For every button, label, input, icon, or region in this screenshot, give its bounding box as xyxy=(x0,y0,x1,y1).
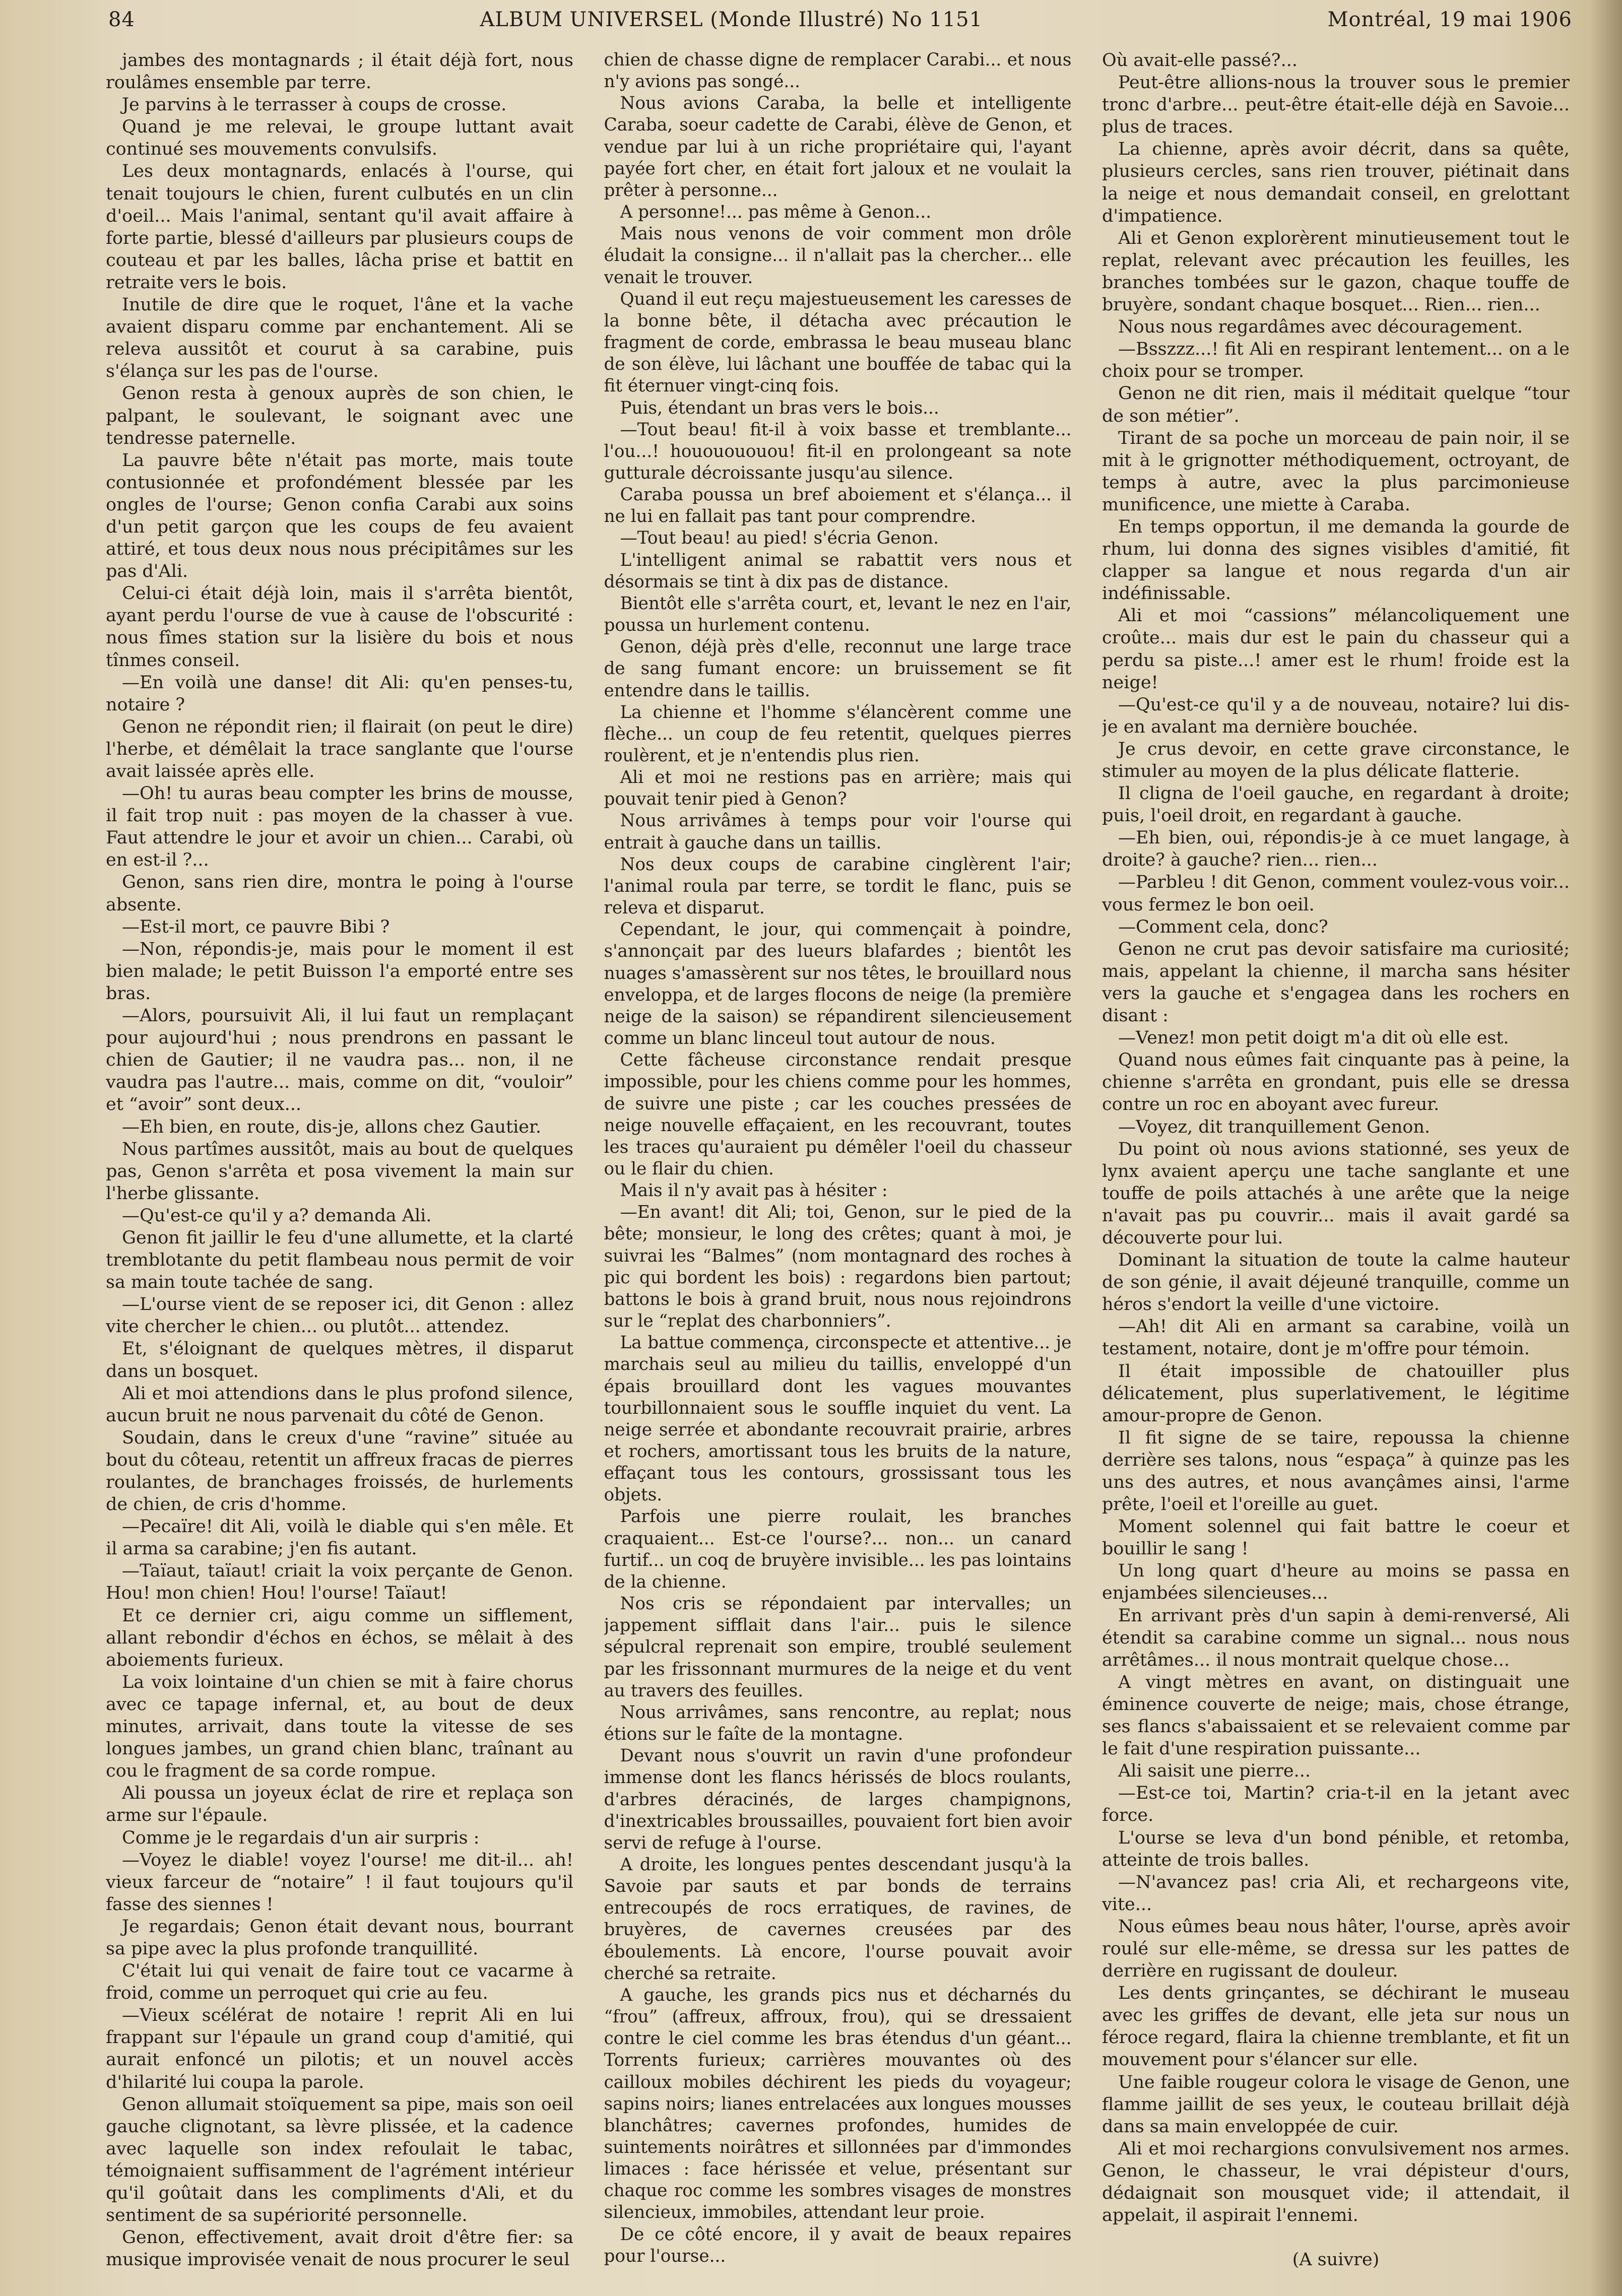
paragraph: Genon, sans rien dire, montra le poing à l'ourse absente. xyxy=(106,872,573,915)
paragraph: Nous eûmes beau nous hâter, l'ourse, après avoir roulé sur elle-même, se dressa sur les pattes de derrière en rugissant de douleur. xyxy=(1102,1916,1570,1982)
paragraph: Genon ne crut pas devoir satisfaire ma curiosité; mais, appelant la chienne, il marcha sans hésiter vers la gauche et s'engagea dans les rochers en disant : xyxy=(1102,939,1570,1026)
paragraph: Mais nous venons de voir comment mon drôle éludait la consigne... il n'allait pas la chercher... elle venait le trouver. xyxy=(604,224,1072,288)
paragraph: Ali saisit une pierre... xyxy=(1118,1761,1311,1782)
paragraph: Moment solennel qui fait battre le coeur et bouillir le sang ! xyxy=(1102,1517,1570,1559)
paragraph: —Parbleu ! dit Genon, comment voulez-vous voir... vous fermez le bon oeil. xyxy=(1102,872,1570,915)
paragraph: A droite, les longues pentes descendant jusqu'à la Savoie par sauts et par bonds de terrains entrecoupés de rocs erratiques, de ravines, de bruyères, de cavernes creusées par des éboulements. Là encore, l'ourse pouvait avoir cherché sa retraite. xyxy=(604,1854,1072,1984)
paragraph: C'était lui qui venait de faire tout ce vacarme à froid, comme un perroquet qui crie au feu. xyxy=(106,1961,573,2004)
paragraph: Dominant la situation de toute la calme hauteur de son génie, il avait déjeuné tranquille, comme un héros s'endort la veille d'une victoire. xyxy=(1102,1250,1570,1315)
paragraph: —Vieux scélérat de notaire ! reprit Ali en lui frappant sur l'épaule un grand coup d'amitié, qui aurait enfoncé un pilotis; et un nouvel accès d'hilarité lui coupa la parole. xyxy=(106,2005,573,2092)
paragraph: Je regardais; Genon était devant nous, bourrant sa pipe avec la plus profonde tranquillité. xyxy=(106,1916,573,1959)
paragraph: chien de chasse digne de remplacer Carabi... et nous n'y avions pas songé... xyxy=(604,50,1072,92)
paragraph: Caraba poussa un bref aboiement et s'élança... il ne lui en fallait pas tant pour comprendre. xyxy=(604,485,1072,527)
paragraph: —Alors, poursuivit Ali, il lui faut un remplaçant pour aujourd'hui ; nous prendrons en passant le chien de Gautier; il ne vaudra pas... non, il ne vaudra pas l'autre... mais, comme on dit, “vouloir” et “avoir” sont deux... xyxy=(106,1006,573,1115)
paragraph: Et ce dernier cri, aigu comme un sifflement, allant rebondir d'échos en échos, se mêlait à des aboiements furieux. xyxy=(106,1605,573,1670)
paragraph: Genon allumait stoïquement sa pipe, mais son oeil gauche clignotant, sa lèvre plissée, et la cadence avec laquelle son index refoulait le tabac, témoignaient suffisamment de l'agrément intérieur qu'il goûtait dans les compliments d'Ali, et du sentiment de sa supériorité personnelle. xyxy=(106,2094,573,2226)
paragraph: L'intelligent animal se rabattit vers nous et désormais se tint à dix pas de distance. xyxy=(604,550,1072,592)
paragraph: Nous partîmes aussitôt, mais au bout de quelques pas, Genon s'arrêta et posa vivement la main sur l'herbe glissante. xyxy=(106,1139,573,1204)
paragraph: Comme je le regardais d'un air surpris : xyxy=(122,1827,480,1848)
paragraph: En arrivant près d'un sapin à demi-renversé, Ali étendit sa carabine comme un signal... nous nous arrêtâmes... il nous montrait quelque chose... xyxy=(1102,1605,1570,1670)
paragraph: —Comment cela, donc? xyxy=(1118,916,1328,937)
paragraph: —Bsszzz...! fit Ali en respirant lentement... on a le choix pour se tromper. xyxy=(1102,339,1570,382)
paragraph: Inutile de dire que le roquet, l'âne et la vache avaient disparu comme par enchantement. Ali se releva aussitôt et courut à sa carabine, puis s'élança sur les pas de l'ourse. xyxy=(106,295,573,382)
paragraph: Genon ne dit rien, mais il méditait quelque “tour de son métier”. xyxy=(1102,383,1570,426)
paragraph: Genon, effectivement, avait droit d'être fier: sa musique improvisée venait de nous procurer le seul xyxy=(106,2227,573,2270)
paragraph: Ali et moi ne restions pas en arrière; mais qui pouvait tenir pied à Genon? xyxy=(604,767,1072,810)
paragraph: —Est-il mort, ce pauvre Bibi ? xyxy=(122,916,390,937)
paragraph: Quand je me relevai, le groupe luttant avait continué ses mouvements convulsifs. xyxy=(106,117,573,160)
paragraph: Peut-être allions-nous la trouver sous le premier tronc d'arbre... peut-être était-elle déjà en Savoie... plus de traces. xyxy=(1102,73,1570,138)
paragraph: Les deux montagnards, enlacés à l'ourse, qui tenait toujours le chien, furent culbutés en un clin d'oeil... Mais l'animal, sentant qu'il avait affaire à forte partie, blessé d'ailleurs par plusieurs coups de couteau et par les balles, lâcha prise et battit en retraite vers le bois. xyxy=(106,161,573,293)
paragraph: —Voyez, dit tranquillement Genon. xyxy=(1118,1117,1431,1137)
paragraph: Ali et moi rechargions convulsivement nos armes. Genon, le chasseur, le vrai dépisteur d'ours, dédaignait son mousquet vide; il attendait, il appelait, il aspirait l'ennemi. xyxy=(1102,2138,1570,2226)
paragraph: —Tout beau! fit-il à voix basse et tremblante... l'ou...! hououououou! fit-il en prolongeant sa note gutturale décroissante jusqu'au silence. xyxy=(604,419,1072,483)
paragraph: —Eh bien, en route, dis-je, allons chez Gautier. xyxy=(122,1117,542,1137)
paragraph: —Est-ce toi, Martin? cria-t-il en la jetant avec force. xyxy=(1102,1783,1570,1826)
paragraph: Ali et moi attendions dans le plus profond silence, aucun bruit ne nous parvenait du côté de Genon. xyxy=(106,1383,573,1426)
paragraph: La voix lointaine d'un chien se mit à faire chorus avec ce tapage infernal, et, au bout de deux minutes, arrivait, dans toute la vitesse de ses longues jambes, un grand chien blanc, traînant au cou le fragment de sa corde rompue. xyxy=(106,1672,573,1782)
paragraph: A vingt mètres en avant, on distinguait une éminence couverte de neige; mais, chose étrange, ses flancs s'abaissaient et se relevaient comme par le fait d'une respiration puissante... xyxy=(1102,1672,1570,1759)
paragraph: Quand nous eûmes fait cinquante pas à peine, la chienne s'arrêta en grondant, puis elle se dressa contre un roc en aboyant avec fureur. xyxy=(1102,1050,1570,1115)
text-column-3 xyxy=(1102,49,1570,2276)
paragraph: —Tout beau! au pied! s'écria Genon. xyxy=(620,528,939,549)
paragraph: Je crus devoir, en cette grave circonstance, le stimuler au moyen de la plus délicate flatterie. xyxy=(1102,739,1570,781)
paragraph: La chienne et l'homme s'élancèrent comme une flèche... un coup de feu retentit, quelques pierres roulèrent, et je n'entendis plus rien. xyxy=(604,702,1072,766)
paragraph: Mais il n'y avait pas à hésiter : xyxy=(620,1180,888,1201)
paragraph: Nous arrivâmes, sans rencontre, au replat; nous étions sur le faîte de la montagne. xyxy=(604,1702,1072,1745)
paragraph: —Qu'est-ce qu'il y a? demanda Ali. xyxy=(122,1205,432,1226)
paragraph: L'ourse se leva d'un bond pénible, et retomba, atteinte de trois balles. xyxy=(1102,1827,1570,1870)
paragraph: —L'ourse vient de se reposer ici, dit Genon : allez vite chercher le chien... ou plutôt... attendez. xyxy=(106,1294,573,1337)
paragraph: Puis, étendant un bras vers le bois... xyxy=(620,398,939,418)
paragraph: —En voilà une danse! dit Ali: qu'en penses-tu, notaire ? xyxy=(106,672,573,715)
paragraph: La battue commença, circonspecte et attentive... je marchais seul au milieu du taillis, enveloppé d'un épais brouillard dont les vagues mouvantes tourbillonnaient sous le souffle inquiet du vent. La neige serrée et abondante recouvrait prairie, arbres et rochers, amortissant tous les bruits de la nature, effaçant tous les contours, grossissant tous les objets. xyxy=(604,1333,1072,1505)
paragraph: Les dents grinçantes, se déchirant le museau avec les griffes de devant, elle jeta sur nous un féroce regard, flaira la chienne tremblante, et fit un mouvement pour s'élancer sur elle. xyxy=(1102,1983,1570,2070)
paragraph: —Ah! dit Ali en armant sa carabine, voilà un testament, notaire, dont je m'offre pour témoin. xyxy=(1102,1317,1570,1359)
paragraph: Devant nous s'ouvrit un ravin d'une profondeur immense dont les flancs hérissés de blocs roulants, d'arbres déracinés, de larges champignons, d'inextricables broussailles, pouvaient fort bien avoir servi de refuge à l'ourse. xyxy=(604,1746,1072,1853)
paragraph: —Pecaïre! dit Ali, voilà le diable qui s'en mêle. Et il arma sa carabine; j'en fis autant. xyxy=(106,1517,573,1559)
text-column-1 xyxy=(106,49,573,2276)
paragraph: Ali et Genon explorèrent minutieusement tout le replat, relevant avec précaution les feuilles, les branches tombées sur le gazon, chaque touffe de bruyère, sondant chaque bosquet... Rien... rien... xyxy=(1102,228,1570,315)
paragraph: La chienne, après avoir décrit, dans sa quête, plusieurs cercles, sans rien trouver, piétinait dans la neige et nous demandait conseil, en grelottant d'impatience. xyxy=(1102,139,1570,226)
paragraph: Nos cris se répondaient par intervalles; un jappement sifflait dans l'air... puis le silence sépulcral reprenait son empire, troublé seulement par les frissonnant murmures de la neige et du vent au travers des feuilles. xyxy=(604,1594,1072,1701)
paragraph: Nous arrivâmes à temps pour voir l'ourse qui entrait à gauche dans un taillis. xyxy=(604,811,1072,853)
paragraph: Nous avions Caraba, la belle et intelligente Caraba, soeur cadette de Carabi, élève de Genon, et vendue par lui à un riche propriétaire qui, l'ayant payée fort cher, en était fort jaloux et ne voulait la prêter à personne... xyxy=(604,93,1072,201)
paragraph: —Taïaut, taïaut! criait la voix perçante de Genon. Hou! mon chien! Hou! l'ourse! Taïaut! xyxy=(106,1561,573,1604)
paragraph: Ali poussa un joyeux éclat de rire et replaça son arme sur l'épaule. xyxy=(106,1783,573,1826)
paragraph: Celui-ci était déjà loin, mais il s'arrêta bientôt, ayant perdu l'ourse de vue à cause de l'obscurité : nous fîmes station sur la lisière du bois et nous tînmes conseil. xyxy=(106,583,573,671)
binding-shadow xyxy=(1590,0,1622,2296)
paragraph: De ce côté encore, il y avait de beaux repaires pour l'ourse... xyxy=(604,2224,1072,2266)
paragraph: —Non, répondis-je, mais pour le moment il est bien malade; le petit Buisson l'a emporté entre ses bras. xyxy=(106,939,573,1004)
paragraph: Parfois une pierre roulait, les branches craquaient... Est-ce l'ourse?... non... un canard furtif... un coq de bruyère invisible... les pas lointains de la chienne. xyxy=(604,1506,1072,1592)
running-head xyxy=(108,5,1572,34)
paragraph: Genon, déjà près d'elle, reconnut une large trace de sang fumant encore: un bruissement se fit entendre dans le taillis. xyxy=(604,637,1072,701)
paragraph: Je parvins à le terrasser à coups de crosse. xyxy=(122,95,507,115)
paragraph: —Voyez le diable! voyez l'ourse! me dit-il... ah! vieux farceur de “notaire” ! il faut toujours qu'il fasse des siennes ! xyxy=(106,1850,573,1915)
paragraph: Du point où nous avions stationné, ses yeux de lynx avaient aperçu une tache sanglante et une touffe de poils attachés à une arête que la neige n'avait pas pu couvrir... mais il avait gardé sa découverte pour lui. xyxy=(1102,1139,1570,1248)
paragraph: Genon ne répondit rien; il flairait (on peut le dire) l'herbe, et démêlait la trace sanglante que l'ourse avait laissée après elle. xyxy=(106,716,573,781)
paragraph: A personne!... pas même à Genon... xyxy=(620,202,932,223)
paragraph: En temps opportun, il me demanda la gourde de rhum, lui donna des signes visibles d'amitié, fit clapper sa langue et nous regarda d'un air indéfinissable. xyxy=(1102,516,1570,604)
text-column-2 xyxy=(604,49,1072,2276)
paragraph: Cette fâcheuse circonstance rendait presque impossible, pour les chiens comme pour les hommes, de suivre une piste ; car les couches pressées de neige nouvelle effaçaient, en les recouvrant, toutes les traces qu'auraient pu démêler l'oeil du chasseur ou le flair du chien. xyxy=(604,1050,1072,1179)
paragraph: Un long quart d'heure au moins se passa en enjambées silencieuses... xyxy=(1102,1561,1570,1604)
paragraph: —Venez! mon petit doigt m'a dit où elle est. xyxy=(1118,1028,1509,1048)
paragraph: Genon resta à genoux auprès de son chien, le palpant, le soulevant, le soignant avec une tendresse paternelle. xyxy=(106,383,573,448)
paragraph: La pauvre bête n'était pas morte, mais toute contusionnée et profondément blessée par les ongles de l'ourse; Genon confia Carabi aux soins d'un petit garçon que les coups de feu avaient attiré, et tous deux nous nous précipitâmes sur les pas d'Ali. xyxy=(106,450,573,582)
paragraph: —N'avancez pas! cria Ali, et rechargeons vite, vite... xyxy=(1102,1872,1570,1915)
paragraph: Soudain, dans le creux d'une “ravine” située au bout du côteau, retentit un affreux fracas de pierres roulantes, de branchages froissés, de hurlements de chien, de cris d'homme. xyxy=(106,1427,573,1515)
paragraph: Où avait-elle passé?... xyxy=(1102,50,1297,71)
paragraph: Il fit signe de se taire, repoussa la chienne derrière ses talons, nous “espaça” à quinze pas les uns des autres, et nous avançâmes ainsi, l'arme prête, l'oeil et l'oreille au guet. xyxy=(1102,1427,1570,1515)
issue-date: Montréal, 19 mai 1906 xyxy=(1327,8,1572,31)
paragraph: jambes des montagnards ; il était déjà fort, nous roulâmes ensemble par terre. xyxy=(106,50,573,93)
paragraph: Nous nous regardâmes avec découragement. xyxy=(1118,317,1523,338)
paragraph: Il cligna de l'oeil gauche, en regardant à droite; puis, l'oeil droit, en regardant à gauche. xyxy=(1102,783,1570,826)
paragraph: Nos deux coups de carabine cinglèrent l'air; l'animal roula par terre, se tordit le flanc, puis se releva et disparut. xyxy=(604,854,1072,919)
paragraph: Une faible rougeur colora le visage de Genon, une flamme jaillit de ses yeux, le couteau brillait déjà dans sa main enveloppée de cuir. xyxy=(1102,2072,1570,2137)
paragraph: Tirant de sa poche un morceau de pain noir, il se mit à le grignotter méthodiquement, octroyant, de temps à autre, avec la plus parcimonieuse munificence, une miette à Caraba. xyxy=(1102,428,1570,515)
paragraph: —Qu'est-ce qu'il y a de nouveau, notaire? lui dis-je en avalant ma dernière bouchée. xyxy=(1102,694,1570,737)
paragraph: Quand il eut reçu majestueusement les caresses de la bonne bête, il détacha avec précaution le fragment de corde, embrassa le beau museau blanc de son élève, lui lâchant une bouffée de tabac qui la fit éternuer vingt-cinq fois. xyxy=(604,289,1072,397)
paragraph: —Eh bien, oui, répondis-je à ce muet langage, à droite? à gauche? rien... rien... xyxy=(1102,828,1570,871)
paragraph: Bientôt elle s'arrêta court, et, levant le nez en l'air, poussa un hurlement contenu. xyxy=(604,593,1072,636)
paragraph: Genon fit jaillir le feu d'une allumette, et la clarté tremblotante du petit flambeau nous permit de voir sa main toute tachée de sang. xyxy=(106,1227,573,1293)
paragraph: A gauche, les grands pics nus et décharnés du “frou” (affreux, affroux, frou), qui se dressaient contre le ciel comme les bras étendus d'un géant... Torrents furieux; carrières mouvantes où des cailloux mobiles déchirent les pieds du voyageur; sapins noirs; lianes entrelacées aux longues mousses blanchâtres; cavernes profondes, humides de suintements noirâtres et sillonnées par d'immondes limaces : face hérissée et velue, présentant sur chaque roc comme les sombres visages de monstres silencieux, immobiles, attendant leur proie. xyxy=(604,1985,1072,2223)
paragraph: —En avant! dit Ali; toi, Genon, sur le pied de la bête; monsieur, le long des crêtes; quant à moi, je suivrai les “Balmes” (nom montagnard des roches à pic qui bordent les bois) : regardons bien partout; battons le bois à grand bruit, nous nous rejoindrons sur le “replat des charbonniers”. xyxy=(604,1202,1072,1332)
paragraph: Cependant, le jour, qui commençait à poindre, s'annonçait par des lueurs blafardes ; bientôt les nuages s'amassèrent sur nos têtes, le brouillard nous enveloppa, et de larges flocons de neige (la première neige de la saison) se répandirent silencieusement comme un blanc linceul tout autour de nous. xyxy=(604,920,1072,1049)
article-body xyxy=(106,49,1570,2276)
publication-title: ALBUM UNIVERSEL (Monde Illustré) No 1151 xyxy=(480,8,983,31)
paragraph: Il était impossible de chatouiller plus délicatement, plus superlativement, le légitime amour-propre de Genon. xyxy=(1102,1361,1570,1426)
paragraph: Et, s'éloignant de quelques mètres, il disparut dans un bosquet. xyxy=(106,1339,573,1382)
to-be-continued: (A suivre) xyxy=(1292,2250,1380,2270)
paragraph: —Oh! tu auras beau compter les brins de mousse, il fait trop nuit : pas moyen de la chasser à vue. Faut attendre le jour et avoir un chien... Carabi, où en est-il ?... xyxy=(106,783,573,871)
paragraph: Ali et moi “cassions” mélancoliquement une croûte... mais dur est le pain du chasseur qui a perdu sa piste...! amer est le rhum! froide est la neige! xyxy=(1102,606,1570,693)
page-number: 84 xyxy=(108,8,135,31)
